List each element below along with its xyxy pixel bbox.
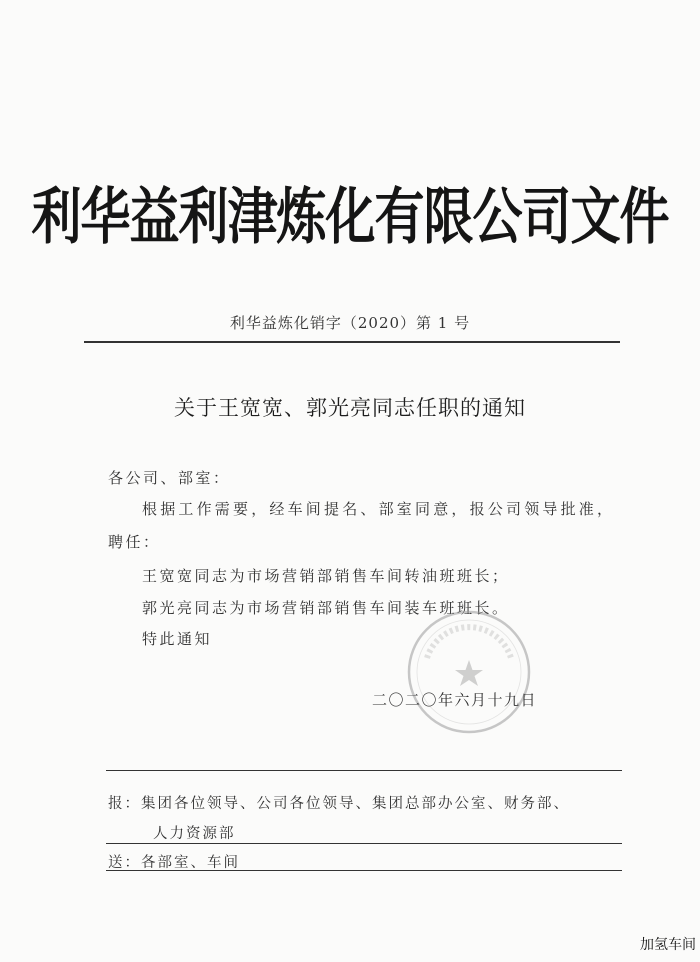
appointment-line-1: 王宽宽同志为市场营销部销售车间转油班班长； [142,567,510,585]
distribution-divider-top [106,770,622,771]
closing-line: 特此通知 [142,630,213,648]
header-divider [84,341,620,343]
document-title: 关于王宽宽、郭光亮同志任职的通知 [174,396,526,420]
document-date: 二〇二〇年六月十九日 [372,691,538,709]
distribution-divider-middle [106,843,622,844]
document-number: 利华益炼化销字（2020）第 1 号 [229,314,471,332]
report-to-continuation: 人力资源部 [153,826,236,842]
salutation: 各公司、部室： [108,469,231,487]
body-paragraph: 根据工作需要，经车间提名、部室同意，报公司领导批准， [142,500,616,518]
report-to-line: 报：集团各位领导、公司各位领导、集团总部办公室、财务部、 [108,796,570,812]
company-seal-stamp [405,608,533,736]
distribution-divider-bottom [106,870,622,871]
send-to-line: 送：各部室、车间 [108,855,240,871]
body-paragraph-continuation: 聘任： [108,533,161,551]
appointment-line-2: 郭光亮同志为市场营销部销售车间装车班班长。 [142,599,510,617]
document-header: 利华益利津炼化有限公司文件 [31,181,669,253]
source-watermark: 加氢车间 [640,937,696,953]
